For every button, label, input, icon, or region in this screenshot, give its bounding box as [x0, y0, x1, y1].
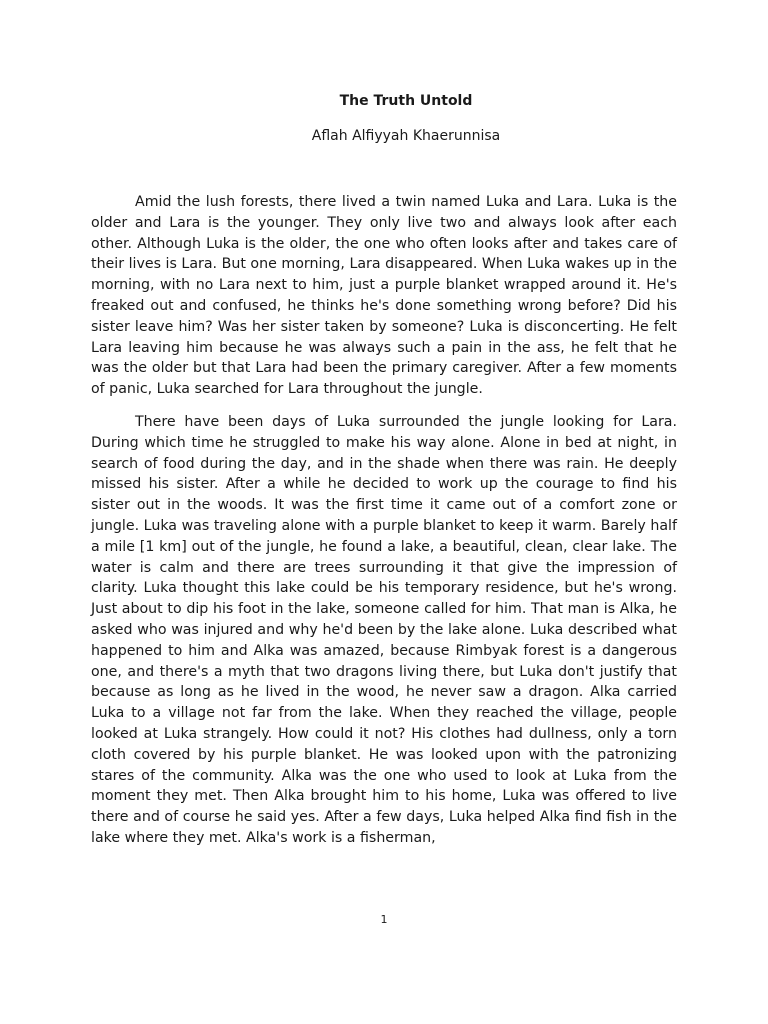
document-body: [91, 192, 677, 861]
page-number: 1: [380, 913, 388, 926]
document-title: The Truth Untold: [339, 93, 473, 109]
paragraph-2: There have been days of Luka surrounded the jungle looking for Lara. During which time he struggled to make his way alone. Alone in bed at night, in search of food during the day, and in the shade when there was rain. He deeply missed his sister. After a while he decided to work up the courage to find his sister out in the woods. It was the first time it came out of a comfort zone or jungle. Luka was traveling alone with a purple blanket to keep it warm. Barely half a mile [1 km] out of the jungle, he found a lake, a beautiful, clean, clear lake. The water is calm and there are trees surrounding it that give the impression of clarity. Luka thought this lake could be his temporary residence, but he's wrong. Just about to dip his foot in the lake, someone called for him. That man is Alka, he asked who was injured and why he'd been by the lake alone. Luka described what happened to him and Alka was amazed, because Rimbyak forest is a dangerous one, and there's a myth that two dragons living there, but Luka don't justify that because as long as he lived in the wood, he never saw a dragon. Alka carried Luka to a village not far from the lake. When they reached the village, people looked at Luka strangely. How could it not? His clothes had dullness, only a torn cloth covered by his purple blanket. He was looked upon with the patronizing stares of the community. Alka was the one who used to look at Luka from the moment they met. Then Alka brought him to his home, Luka was offered to live there and of course he said yes. After a few days, Luka helped Alka find fish in the lake where they met. Alka's work is a fisherman,: [91, 413, 677, 846]
document-author: Aflah Alfiyyah Khaerunnisa: [311, 128, 501, 144]
paragraph-1: Amid the lush forests, there lived a twin named Luka and Lara. Luka is the older and Lara is the younger. They only live two and always look after each other. Although Luka is the older, the one who often looks after and takes care of their lives is Lara. But one morning, Lara disappeared. When Luka wakes up in the morning, with no Lara next to him, just a purple blanket wrapped around it. He's freaked out and confused, he thinks he's done something wrong before? Did his sister leave him? Was her sister taken by someone? Luka is disconcerting. He felt Lara leaving him because he was always such a pain in the ass, he felt that he was the older but that Lara had been the primary caregiver. After a few moments of panic, Luka searched for Lara throughout the jungle.: [91, 194, 677, 398]
